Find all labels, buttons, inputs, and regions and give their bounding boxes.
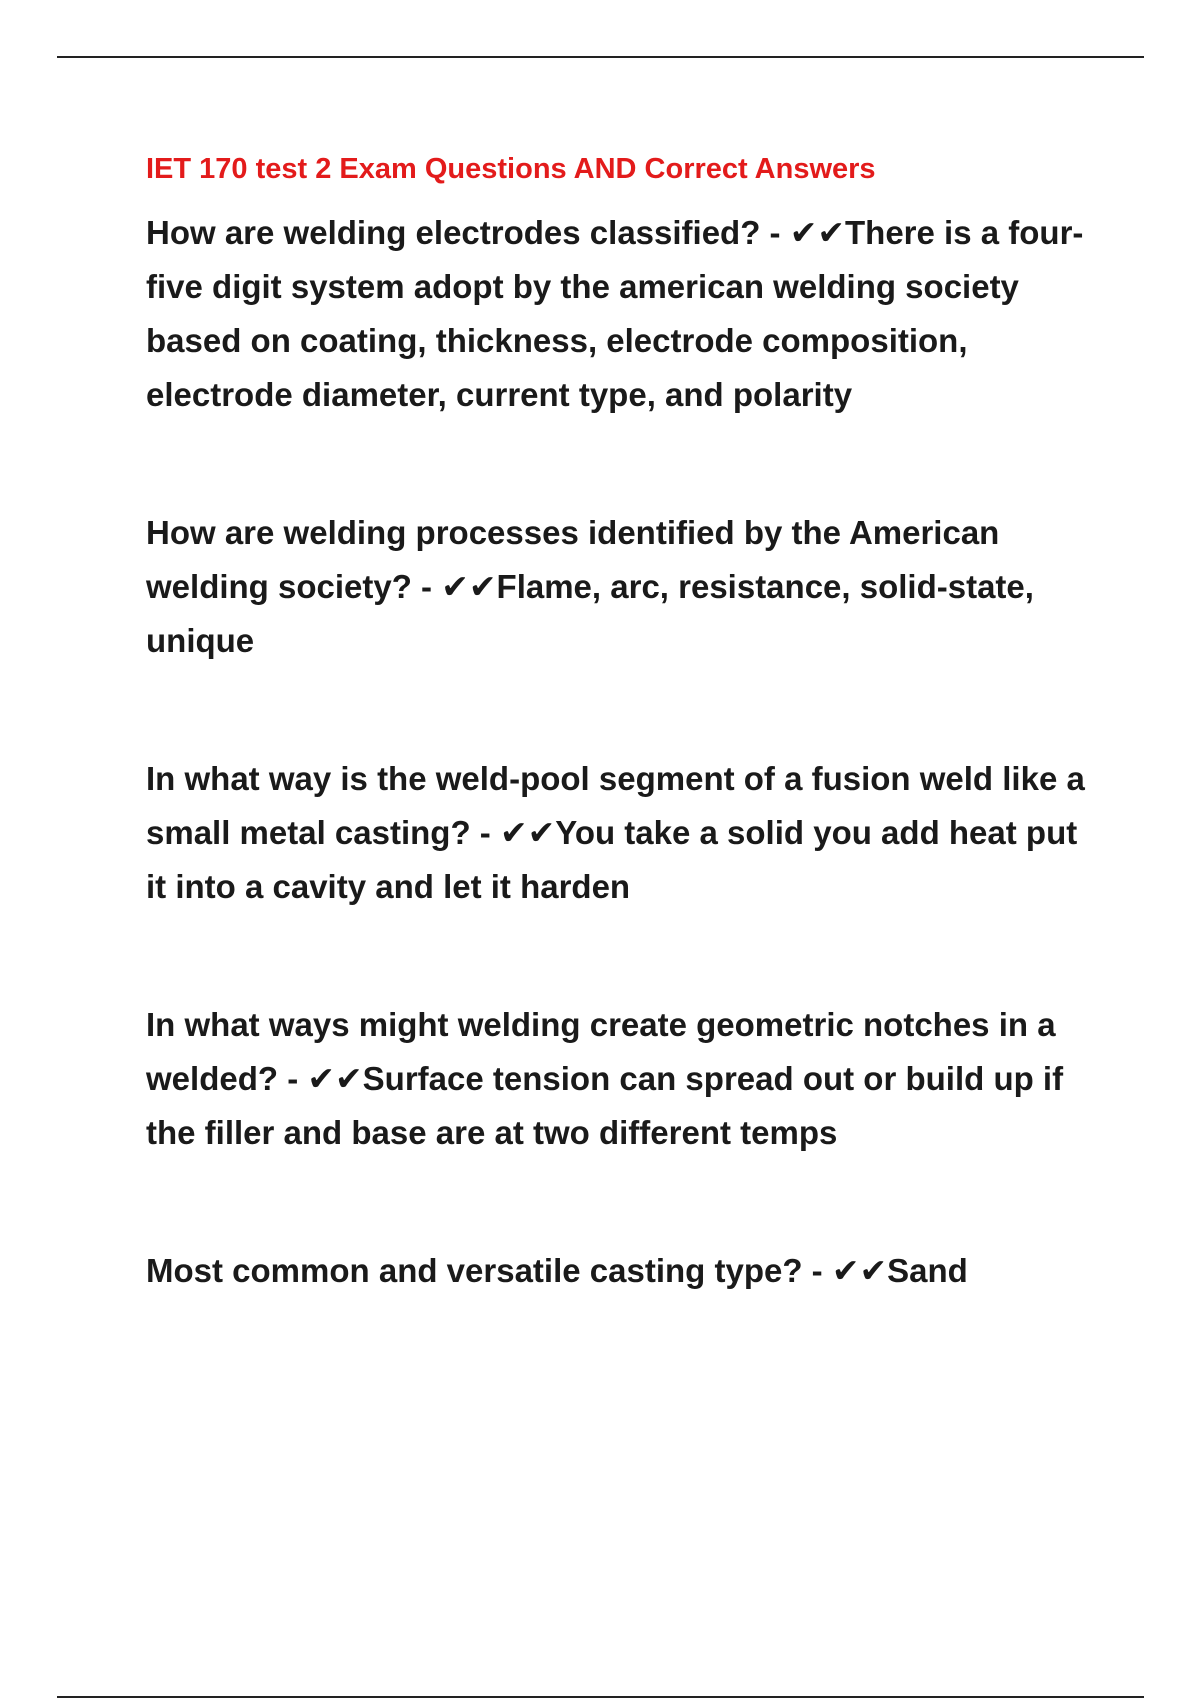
question-text: How are welding processes identified by the American welding society? bbox=[146, 514, 1000, 605]
checkmark-icon: ✔✔ bbox=[499, 813, 556, 852]
separator: - bbox=[470, 814, 500, 851]
qa-item-5 bbox=[146, 1244, 1106, 1298]
top-divider bbox=[57, 56, 1144, 58]
page-content bbox=[146, 148, 1106, 1298]
qa-item-2 bbox=[146, 506, 1106, 668]
qa-item-3 bbox=[146, 752, 1106, 914]
question-text: In what way is the weld-pool segment of a fusion weld like a small metal casting? bbox=[146, 760, 1085, 851]
answer-text: Flame, arc, resistance, solid-state, unique bbox=[146, 568, 1034, 659]
checkmark-icon: ✔✔ bbox=[831, 1251, 888, 1290]
checkmark-icon: ✔✔ bbox=[789, 213, 846, 252]
answer-text: There is a four- five digit system adopt by the american welding society based on coating, thickness, electrode composition, electrode diameter, current type, and polarity bbox=[146, 214, 1084, 413]
qa-item-4 bbox=[146, 998, 1106, 1160]
question-text: Most common and versatile casting type? bbox=[146, 1252, 803, 1289]
answer-text: Sand bbox=[887, 1252, 968, 1289]
checkmark-icon: ✔✔ bbox=[441, 567, 497, 606]
document-title: IET 170 test 2 Exam Questions AND Correct Answers bbox=[146, 153, 876, 185]
separator: - bbox=[760, 214, 790, 251]
bottom-divider bbox=[57, 1696, 1144, 1698]
checkmark-icon: ✔✔ bbox=[307, 1059, 363, 1098]
qa-item-1 bbox=[146, 206, 1106, 422]
separator: - bbox=[802, 1252, 832, 1289]
question-text: In what ways might welding create geometric notches in a welded? bbox=[146, 1006, 1056, 1097]
separator: - bbox=[278, 1060, 308, 1097]
question-text: How are welding electrodes classified? bbox=[146, 214, 761, 251]
separator: - bbox=[411, 568, 442, 605]
answer-text: Surface tension can spread out or build up if the filler and base are at two different temps bbox=[146, 1060, 1064, 1151]
answer-text: You take a solid you add heat put it into a cavity and let it harden bbox=[146, 814, 1078, 905]
